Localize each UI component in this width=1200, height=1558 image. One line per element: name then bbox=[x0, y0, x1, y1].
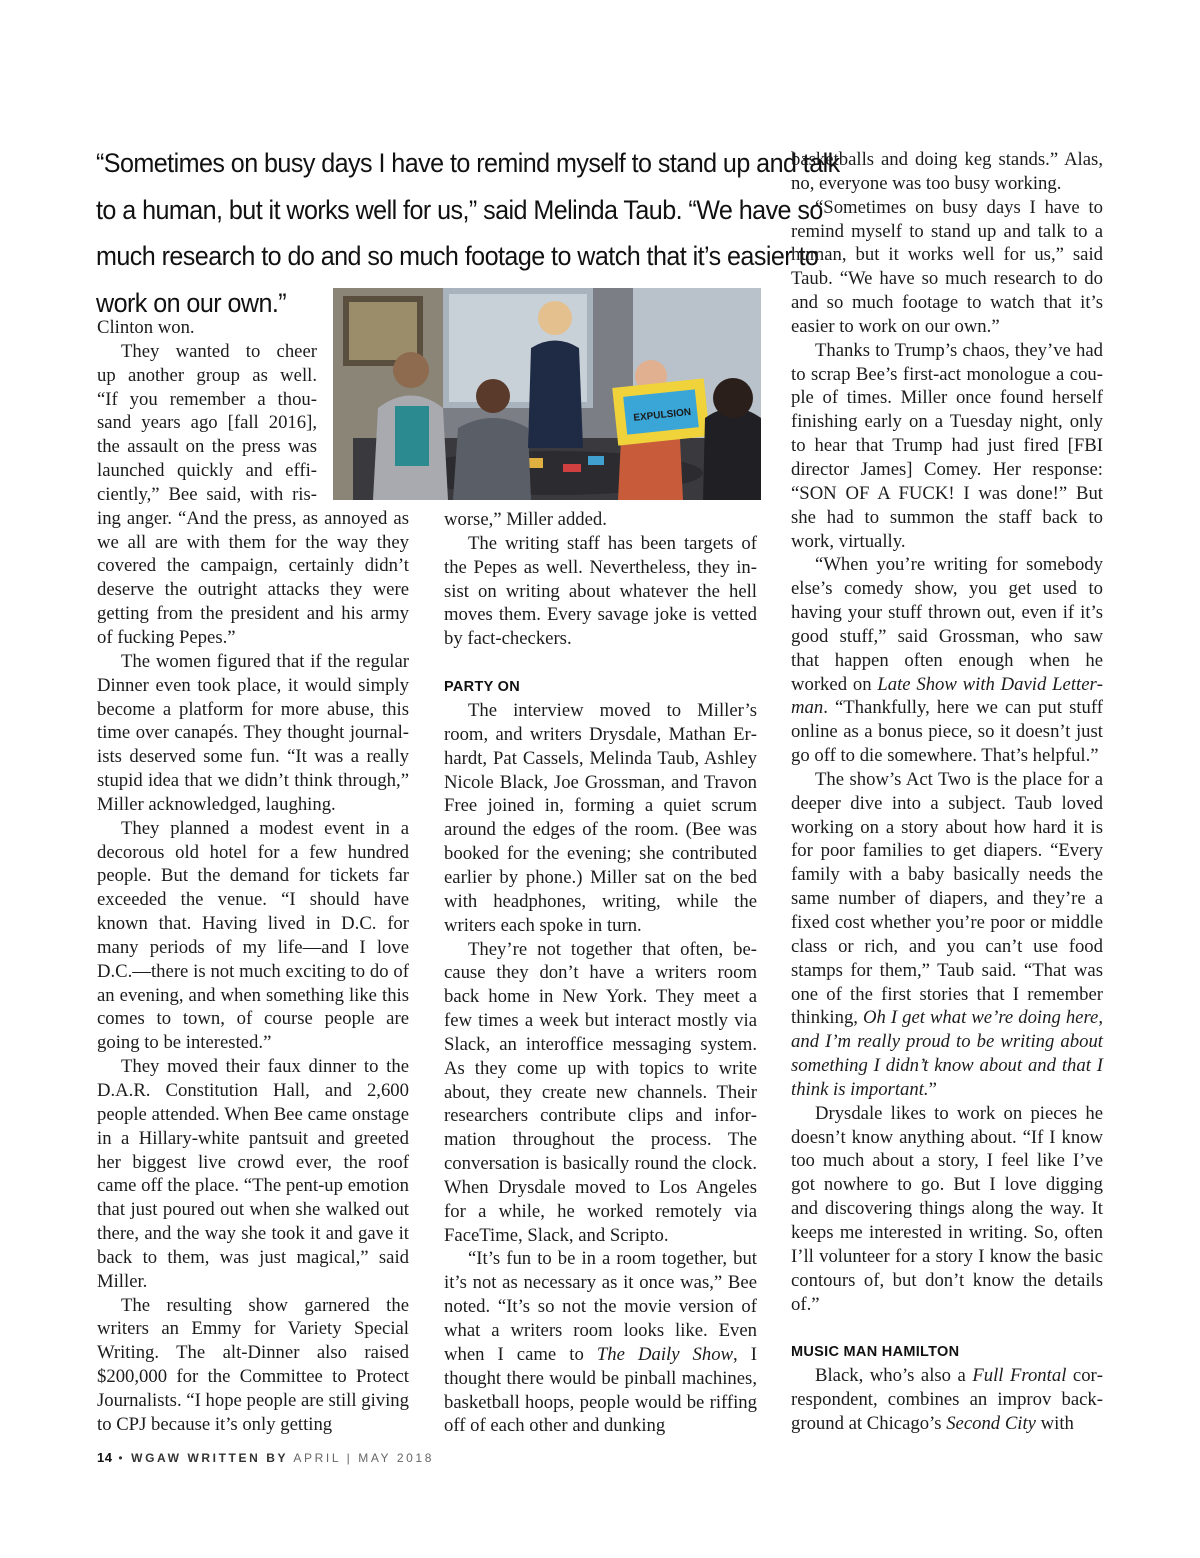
text-run: “When you’re writing for somebody else’s comedy show, you get used to having your stuff thrown out, even if it’s good stuff,” said Grossman, who saw that happen often enough when he worked on bbox=[791, 554, 1103, 695]
section-heading: PARTY ON bbox=[444, 679, 520, 696]
text-line: They wanted to cheer bbox=[121, 340, 317, 362]
paragraph bbox=[444, 1247, 757, 1438]
paragraph: “Sometimes on busy days I have to remind myself to stand up and talk to a human, but it works well for us,” said Taub. “We have so much research to do and so much footage to watch that it’s easier to work on our own.” bbox=[791, 196, 1103, 337]
text-run: correspondent, combines an improv background at Chicago’s bbox=[791, 1365, 1103, 1435]
paragraph: Thanks to Trump’s chaos, they’ve had to scrap Bee’s first-act monologue a couple of times. Miller once found herself finishing early on a Tuesday night, only to hear that Trump had just fired [FBI director James] Comey. Her response: “SON OF A FUCK! I was done!” But she had to summon the staff back to work, virtually. bbox=[791, 339, 1103, 552]
text-line: up another group as well. bbox=[97, 364, 317, 386]
paragraph: They planned a modest event in a decorous old hotel for a few hundred people. But the demand for tickets far exceeded the venue. “I should have known that. Having lived in D.C. for many periods of my life—and I love D.C.—there is not much exciting to do of an evening, and when something like this comes to town, of course people are going to be interested.” bbox=[97, 817, 409, 1054]
paragraph: The interview moved to Miller’s room, and writers Drysdale, Mathan Erhardt, Pat Cassels, Melinda Taub, Ashley Nicole Black, Joe Grossman, and Travon Free joined in, forming a quiet scrum around the edges of the room. (Bee was booked for the evening; she contributed earlier by phone.) Miller sat on the bed with headphones, writing, while the writers each spoke in turn. bbox=[444, 700, 757, 936]
text-line: the assault on the press was bbox=[97, 436, 317, 458]
italic-thought: Oh I get what we’re doing here, and I’m really proud to be writing about something I didn’t know about and that I think is important. bbox=[791, 1007, 1104, 1100]
text-run: Black, who’s also a bbox=[815, 1365, 973, 1387]
text-line: ciently,” Bee said, with ris- bbox=[97, 483, 317, 505]
text-run: ” bbox=[928, 1078, 937, 1100]
paragraph: The women figured that if the regular Dinner even took place, it would simply become a platform for more abuse, this time over canapés. They thought journalists deserved some fun. “It was a really stupid idea that we didn’t think through,” Miller acknowledged, laughing. bbox=[97, 650, 409, 815]
paragraph: Drysdale likes to work on pieces he doesn’t know anything about. “If I know too much about a story, I feel like I’ve got nowhere to go. But I love digging and discovering things along the way. It keeps me interested in writing. So, often I’ll volunteer for a story I know the basic contours of, but don’t know the details of.” bbox=[791, 1102, 1103, 1315]
paragraph: They’re not together that often, because they don’t have a writers room back home in New York. They meet a few times a week but interact mostly via Slack, an interoffice messaging system. As they come up with topics to write about, they create new channels. Their researchers contribute clips and information throughout the process. The conversation is basically round the clock. When Drysdale moved to Los Angeles for a while, he worked remotely via FaceTime, Slack, and Scripto. bbox=[444, 938, 757, 1246]
text-run: . “Thankfully, here we can put stuff online as a bonus piece, so it doesn’t just go off to die somewhere. That’s helpful.” bbox=[791, 697, 1103, 767]
paragraph: basketballs and doing keg stands.” Alas, no, everyone was too busy working. bbox=[791, 149, 1103, 194]
text-line: sand years ago [fall 2016], bbox=[97, 412, 317, 434]
text-run: The show’s Act Two is the place for a deeper dive into a subject. Taub loved working on a story about how hard it is for poor families to get diapers. “Every family with a baby basically needs the same number of diapers, and they’re a fixed cost whether you’re poor or middle class or rich, and you can’t use food stamps for them,” Taub said. “That was one of the first stories that I remember thinking, bbox=[791, 768, 1103, 1029]
italic-title: Second City bbox=[946, 1413, 1036, 1435]
section-heading: MUSIC MAN HAMILTON bbox=[791, 1344, 960, 1361]
column-3 bbox=[791, 148, 1103, 1436]
column-1 bbox=[97, 316, 409, 1437]
italic-title: Full Frontal bbox=[972, 1365, 1067, 1387]
sign-text: EXPULSION bbox=[632, 406, 692, 424]
paragraph: ing anger. “And the press, as annoyed as we all are with them for the way they covered the campaign, certainly didn’t deserve the outright attacks they were getting from the president and his army of fucking Pepes.” bbox=[97, 507, 409, 648]
pull-quote-line: much research to do and so much footage to watch that it’s easier to bbox=[96, 241, 819, 271]
paragraph: They moved their faux dinner to the D.A.R. Constitution Hall, and 2,600 people attended. When Bee came onstage in a Hillary-white pantsuit and greeted her biggest live crowd ever, the roof came off the place. “The pent-up emotion that just poured out when she walked out there, and the way she took it and gave it back to them, was just magical,” said Miller. bbox=[97, 1056, 409, 1292]
text-run: with bbox=[1035, 1413, 1074, 1435]
pull-quote-line: work on our own.” bbox=[96, 287, 287, 318]
footer-bullet: • bbox=[118, 1451, 126, 1465]
paragraph: worse,” Miller added. bbox=[444, 509, 607, 530]
column-2 bbox=[444, 508, 757, 1438]
issue-date: APRIL | MAY 2018 bbox=[293, 1451, 434, 1465]
paragraph: The resulting show garnered the writers an Emmy for Variety Special Writing. The alt-Dinner also raised $200,000 for the Committee to Protect Journalists. “I hope people are still giving to CPJ because it’s only getting bbox=[97, 1294, 409, 1435]
text-line: “If you remember a thou- bbox=[97, 388, 317, 410]
paragraph bbox=[791, 1364, 1103, 1436]
magazine-name: WGAW WRITTEN BY bbox=[131, 1451, 289, 1465]
paragraph: Clinton won. bbox=[97, 317, 195, 338]
italic-title: Late Show with David Letterman bbox=[791, 673, 1104, 719]
paragraph: The writing staff has been targets of the Pepes as well. Nevertheless, they insist on writing about whatever the hell moves them. Every savage joke is vetted by fact-checkers. bbox=[444, 532, 757, 650]
paragraph bbox=[791, 553, 1103, 768]
page-footer bbox=[97, 1450, 434, 1465]
text-run: “It’s fun to be in a room together, but it’s not as necessary as it once was,” Bee noted. “It’s so not the movie version of what a writers room looks like. Even when I came to bbox=[444, 1248, 757, 1365]
narrow-wrap-block bbox=[97, 340, 317, 507]
text-run: , I thought there would be pinball machines, basketball hoops, people would be riffing off of each other and dunking bbox=[444, 1343, 757, 1437]
italic-title: The Daily Show bbox=[596, 1343, 734, 1365]
text-line: launched quickly and effi- bbox=[97, 460, 317, 482]
pull-quote-line: “Sometimes on busy days I have to remind myself to stand up and talk bbox=[96, 148, 840, 178]
page-number: 14 bbox=[97, 1450, 113, 1465]
paragraph bbox=[791, 768, 1103, 1102]
pull-quote-line: to a human, but it works well for us,” said Melinda Taub. “We have so bbox=[96, 194, 823, 225]
